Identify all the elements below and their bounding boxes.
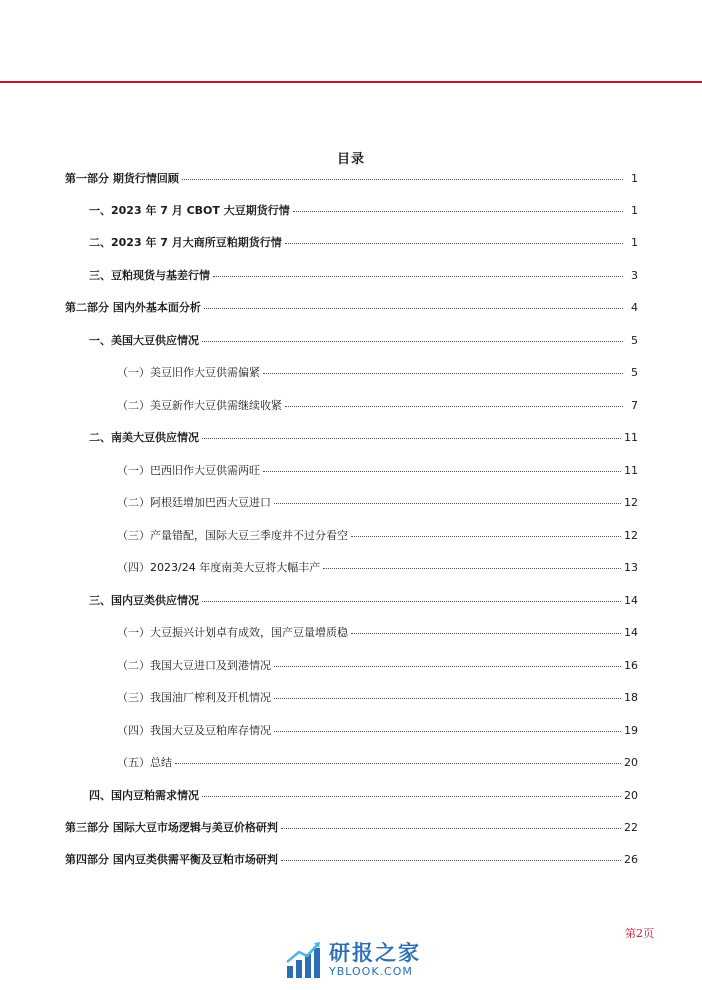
toc-entry-page: 13 xyxy=(624,561,638,574)
toc-leader-dots xyxy=(213,264,623,277)
toc-entry-text: （三）我国油厂榨利及开机情况 xyxy=(117,691,271,704)
bar-chart-logo-icon xyxy=(285,940,323,980)
watermark xyxy=(285,935,435,985)
toc-title: 目录 xyxy=(336,152,365,167)
toc-entry-page: 12 xyxy=(624,496,638,509)
toc-entry-page: 19 xyxy=(624,724,638,737)
toc-leader-dots xyxy=(175,751,621,764)
toc-entry[interactable] xyxy=(65,169,638,189)
toc-entry-text: （五）总结 xyxy=(117,756,172,769)
toc-entry-page: 1 xyxy=(631,204,638,217)
toc-leader-dots xyxy=(274,719,621,732)
toc-entry-page: 20 xyxy=(624,789,638,802)
toc-entry-page: 12 xyxy=(624,529,638,542)
toc-entry-text: （二）美豆新作大豆供需继续收紧 xyxy=(117,399,282,412)
toc-entry-text: 四、国内豆粕需求情况 xyxy=(89,789,199,802)
toc-entry-text: 第一部分 期货行情回顾 xyxy=(65,172,179,185)
watermark-name-cn: 研报之家 xyxy=(329,941,421,965)
toc-leader-dots xyxy=(281,848,621,861)
page-header-area xyxy=(0,0,702,80)
toc-entry-page: 18 xyxy=(624,691,638,704)
toc-leader-dots xyxy=(204,296,623,309)
toc-entry-page: 26 xyxy=(624,853,638,866)
toc-entry-text: 第四部分 国内豆类供需平衡及豆粕市场研判 xyxy=(65,853,278,866)
toc-leader-dots xyxy=(202,589,621,602)
toc-leader-dots xyxy=(263,361,623,374)
toc-entry-page: 11 xyxy=(624,464,638,477)
toc-leader-dots xyxy=(274,654,621,667)
toc-entry-text: （一）大豆振兴计划卓有成效，国产豆量增质稳 xyxy=(117,626,348,639)
toc-entry-page: 5 xyxy=(631,334,638,347)
toc-entry-text: （二）我国大豆进口及到港情况 xyxy=(117,659,271,672)
toc-leader-dots xyxy=(274,686,621,699)
toc-entry-page: 1 xyxy=(631,172,638,185)
toc-leader-dots xyxy=(202,784,621,797)
toc-entry[interactable] xyxy=(117,396,638,416)
toc-entry[interactable] xyxy=(65,298,638,318)
toc-entry-page: 5 xyxy=(631,366,638,379)
toc-entry-page: 4 xyxy=(631,301,638,314)
toc-entry-text: （四）我国大豆及豆粕库存情况 xyxy=(117,724,271,737)
watermark-text xyxy=(329,941,421,979)
toc-entry[interactable] xyxy=(89,428,638,448)
toc-entry[interactable] xyxy=(89,786,638,806)
toc-entry-text: （四）2023/24 年度南美大豆将大幅丰产 xyxy=(117,561,321,574)
toc-leader-dots xyxy=(351,621,621,634)
toc-entry[interactable] xyxy=(89,591,638,611)
toc-entry-text: 二、2023 年 7 月大商所豆粕期货行情 xyxy=(89,236,282,249)
toc-leader-dots xyxy=(202,329,623,342)
toc-leader-dots xyxy=(274,491,621,504)
watermark-name-en: YBLOOK.COM xyxy=(329,965,413,978)
toc-entry[interactable] xyxy=(117,656,638,676)
toc-entry-text: 三、豆粕现货与基差行情 xyxy=(89,269,210,282)
toc-leader-dots xyxy=(182,167,623,180)
toc-entry[interactable] xyxy=(117,623,638,643)
toc-entry-text: 二、南美大豆供应情况 xyxy=(89,431,199,444)
toc-entry[interactable] xyxy=(117,558,638,578)
toc-entry[interactable] xyxy=(117,363,638,383)
toc-entry-page: 3 xyxy=(631,269,638,282)
toc-entry-text: （三）产量错配，国际大豆三季度并不过分看空 xyxy=(117,529,348,542)
toc-entry[interactable] xyxy=(89,331,638,351)
toc-entry[interactable] xyxy=(117,721,638,741)
toc-entry-text: 一、2023 年 7 月 CBOT 大豆期货行情 xyxy=(89,204,290,217)
toc-entry[interactable] xyxy=(117,493,638,513)
toc-entry-text: （二）阿根廷增加巴西大豆进口 xyxy=(117,496,271,509)
toc-entry[interactable] xyxy=(117,753,638,773)
toc-entry-page: 16 xyxy=(624,659,638,672)
toc-leader-dots xyxy=(202,426,621,439)
toc-leader-dots xyxy=(281,816,621,829)
toc-entry[interactable] xyxy=(65,850,638,870)
toc-leader-dots xyxy=(285,394,623,407)
toc-leader-dots xyxy=(323,556,621,569)
toc-entry[interactable] xyxy=(117,461,638,481)
page-number: 第2页 xyxy=(625,927,654,940)
toc-entry[interactable] xyxy=(117,526,638,546)
toc-entry[interactable] xyxy=(65,818,638,838)
toc-entry-text: （一）美豆旧作大豆供需偏紧 xyxy=(117,366,260,379)
toc-entry-text: 第二部分 国内外基本面分析 xyxy=(65,301,201,314)
toc-entry-page: 14 xyxy=(624,626,638,639)
toc-leader-dots xyxy=(351,524,621,537)
toc-entry[interactable] xyxy=(89,201,638,221)
toc-entry-text: 三、国内豆类供应情况 xyxy=(89,594,199,607)
toc-leader-dots xyxy=(263,459,621,472)
toc-entry-text: 第三部分 国际大豆市场逻辑与美豆价格研判 xyxy=(65,821,278,834)
toc-leader-dots xyxy=(285,231,623,244)
toc-entry-page: 14 xyxy=(624,594,638,607)
toc-entry-page: 1 xyxy=(631,236,638,249)
toc-entry-text: 一、美国大豆供应情况 xyxy=(89,334,199,347)
toc-entry[interactable] xyxy=(89,266,638,286)
toc-entry-page: 20 xyxy=(624,756,638,769)
header-red-rule xyxy=(0,81,702,83)
toc-entry-page: 7 xyxy=(631,399,638,412)
toc-leader-dots xyxy=(293,199,623,212)
toc-entry-page: 11 xyxy=(624,431,638,444)
toc-entry-page: 22 xyxy=(624,821,638,834)
toc-entry-text: （一）巴西旧作大豆供需两旺 xyxy=(117,464,260,477)
toc-entry[interactable] xyxy=(89,233,638,253)
toc-entry[interactable] xyxy=(117,688,638,708)
